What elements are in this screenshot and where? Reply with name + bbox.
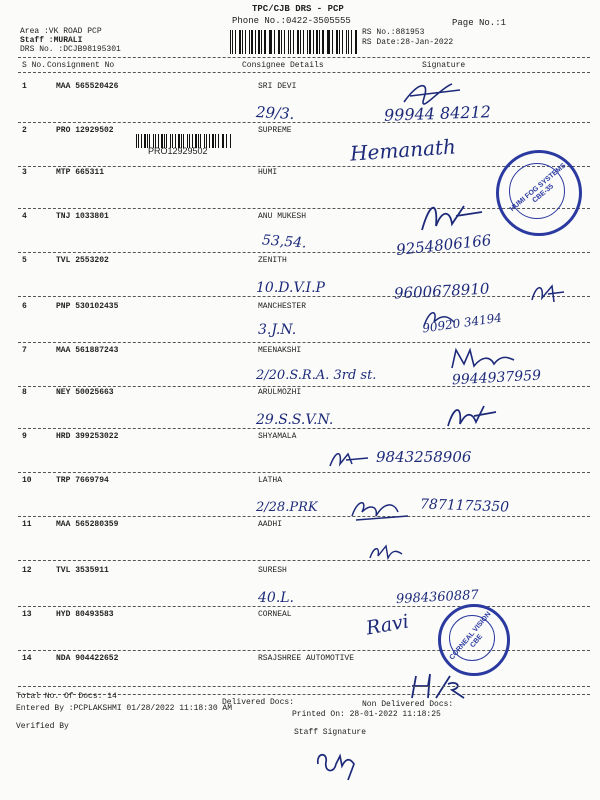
- row-divider: [18, 516, 590, 517]
- consignment-number: MAA 565280359: [56, 520, 119, 529]
- consignment-number: PRO 12929502: [56, 126, 114, 135]
- barcode-bar: [269, 30, 270, 54]
- row-1-address: 29/3.: [255, 103, 295, 123]
- consignee-name: LATHA: [258, 476, 283, 485]
- barcode-bar: [264, 30, 265, 54]
- barcode-bar: [309, 30, 310, 54]
- row-1-phone: 99944 84212: [383, 102, 492, 125]
- rs-number: RS No.:881953: [362, 28, 425, 37]
- barcode-bar: [300, 30, 301, 54]
- consignment-number: TRP 7669794: [56, 476, 109, 485]
- row-divider: [18, 472, 590, 473]
- non-delivered-docs: Non Delivered Docs:: [362, 700, 454, 709]
- barcode-bar: [336, 30, 338, 54]
- barcode-bar: [136, 134, 137, 148]
- barcode-bar: [242, 30, 243, 54]
- row-2-signature: Hemanath: [349, 134, 457, 166]
- barcode-bar: [138, 134, 139, 148]
- row-number: 4: [22, 212, 27, 221]
- staff-signature-scribble: [312, 744, 362, 784]
- consignee-name: SUPREME: [258, 126, 292, 135]
- barcode-bar: [332, 30, 333, 54]
- barcode-bar: [290, 30, 291, 54]
- area-label: Area :VK ROAD PCP: [20, 27, 102, 36]
- consignee-name: AADHI: [258, 520, 283, 529]
- row-12-phone: 9984360887: [395, 587, 480, 608]
- consignment-number: TNJ 1033801: [56, 212, 109, 221]
- row-13-signature: Ravi: [364, 610, 411, 640]
- barcode-bar: [232, 30, 233, 54]
- row-5-phone: 9600678910: [393, 279, 490, 303]
- consignee-name: SURESH: [258, 566, 287, 575]
- barcode-bar: [270, 30, 271, 54]
- barcode-bar: [316, 30, 318, 54]
- consignment-number: TVL 3535911: [56, 566, 109, 575]
- row-number: 1: [22, 82, 27, 91]
- humi-fog-stamp: [496, 150, 582, 236]
- row-7-signature-scribble: [448, 346, 518, 372]
- header-barcode: [230, 30, 358, 54]
- row-number: 2: [22, 126, 27, 135]
- row-4-address: 53,54.: [261, 232, 308, 252]
- barcode-bar: [319, 30, 320, 54]
- consignee-name: SHYAMALA: [258, 432, 297, 441]
- barcode-bar: [230, 134, 232, 148]
- consignee-name: CORNEAL: [258, 610, 292, 619]
- barcode-bar: [255, 30, 256, 54]
- barcode-bar: [281, 30, 282, 54]
- row-divider: [18, 560, 590, 561]
- consignment-number: MAA 565520426: [56, 82, 119, 91]
- column-consignee: Consignee Details: [242, 61, 324, 70]
- row-number: 9: [22, 432, 27, 441]
- barcode-bar: [144, 134, 146, 148]
- row-1-signature-scribble: [400, 78, 470, 108]
- barcode-bar: [209, 134, 210, 148]
- consignee-name: ANU MUKESH: [258, 212, 307, 221]
- row-8-address: 29.S.S.V.N.: [256, 412, 334, 428]
- row-number: 5: [22, 256, 27, 265]
- barcode-bar: [141, 134, 142, 148]
- barcode-bar: [230, 30, 231, 54]
- barcode-bar: [226, 134, 227, 148]
- drs-number: DRS No. :DCJB98195301: [20, 45, 121, 54]
- barcode-bar: [328, 30, 329, 54]
- rs-date: RS Date:28-Jan-2022: [362, 38, 454, 47]
- barcode-bar: [327, 30, 328, 54]
- barcode-bar: [212, 134, 214, 148]
- row-10-phone: 7871175350: [419, 496, 510, 516]
- barcode-bar: [303, 30, 304, 54]
- barcode-bar: [218, 134, 219, 148]
- row-number: 7: [22, 346, 27, 355]
- consignment-number: NEY 50025663: [56, 388, 114, 397]
- consignee-name: ZENITH: [258, 256, 287, 265]
- barcode-bar: [313, 30, 314, 54]
- footer-divider: [18, 686, 590, 687]
- row-number: 3: [22, 168, 27, 177]
- consignee-name: HUMI: [258, 168, 278, 177]
- row-8-signature-scribble: [444, 400, 500, 430]
- barcode-bar: [339, 30, 340, 54]
- header-divider-top: [18, 57, 590, 58]
- barcode-bar: [284, 30, 285, 54]
- entered-by: Entered By :PCPLAKSHMI 01/28/2022 11:18:30 AM: [16, 704, 233, 713]
- row-5-signature-scribble: [528, 280, 568, 306]
- staff-signature-label: Staff Signature: [294, 728, 367, 737]
- consignee-name: SRI DEVI: [258, 82, 297, 91]
- page-number: Page No.:1: [452, 18, 507, 28]
- barcode-caption: PRO12929502: [148, 146, 208, 156]
- consignee-name: ARULMOZHI: [258, 388, 302, 397]
- row-divider: [18, 122, 590, 123]
- barcode-bar: [346, 30, 347, 54]
- consignment-number: MAA 561887243: [56, 346, 119, 355]
- column-consignment: Consignment No: [47, 61, 115, 70]
- barcode-bar: [348, 30, 349, 54]
- row-10-signature-scribble: [346, 494, 412, 524]
- barcode-bar: [222, 134, 223, 148]
- row-divider: [18, 296, 590, 297]
- row-number: 10: [22, 476, 32, 485]
- consignment-number: TVL 2553202: [56, 256, 109, 265]
- row-number: 11: [22, 520, 32, 529]
- row-divider: [18, 252, 590, 253]
- row-number: 6: [22, 302, 27, 311]
- consignment-number: NDA 904422652: [56, 654, 119, 663]
- row-10-address: 2/28.PRK: [256, 500, 318, 515]
- row-7-phone: 9944937959: [451, 367, 542, 389]
- column-signature: Signature: [422, 61, 466, 70]
- barcode-bar: [297, 30, 299, 54]
- consignment-number: MTP 665311: [56, 168, 105, 177]
- barcode-bar: [293, 30, 294, 54]
- consignee-name: MANCHESTER: [258, 302, 307, 311]
- printed-on: Printed On: 28-01-2022 11:18:25: [292, 710, 441, 719]
- row-6-phone: 90920 34194: [421, 310, 503, 336]
- row-7-address: 2/20.S.R.A. 3rd st.: [256, 368, 377, 383]
- row-4-signature-scribble: [416, 196, 486, 236]
- barcode-bar: [355, 30, 357, 54]
- row-9-signature-scribble: [326, 446, 372, 470]
- barcode-bar: [261, 30, 262, 54]
- barcode-bar: [215, 134, 216, 148]
- row-number: 14: [22, 654, 32, 663]
- row-9-phone: 9843258906: [376, 448, 472, 466]
- row-6-address: 3.J.N.: [258, 322, 297, 338]
- row-12-address: 40.L.: [258, 590, 295, 606]
- barcode-bar: [278, 30, 280, 54]
- row-number: 13: [22, 610, 32, 619]
- barcode-bar: [307, 30, 308, 54]
- consignment-number: PNP 530102435: [56, 302, 119, 311]
- row-divider: [18, 342, 590, 343]
- barcode-bar: [245, 30, 246, 54]
- barcode-bar: [249, 30, 250, 54]
- barcode-bar: [288, 30, 289, 54]
- row-number: 12: [22, 566, 32, 575]
- row-11-signature-scribble: [366, 540, 406, 564]
- row-divider: [18, 428, 590, 429]
- row-divider: [18, 606, 590, 607]
- humi-fog-stamp-text: HUMI FOG SYSTEMS CBE-35: [508, 162, 568, 213]
- row-5-address: 10.D.V.I.P: [256, 280, 325, 296]
- barcode-bar: [251, 30, 252, 54]
- delivered-docs: Delivered Docs:: [222, 698, 295, 707]
- barcode-bar: [258, 30, 260, 54]
- column-sno: S No.: [22, 61, 47, 70]
- row-4-phone: 9254806166: [395, 231, 493, 259]
- barcode-bar: [239, 30, 241, 54]
- row-6-signature-scribble: [420, 306, 460, 332]
- barcode-bar: [322, 30, 323, 54]
- consignee-name: RSAJSHREE AUTOMOTIVE: [258, 654, 355, 663]
- barcode-bar: [274, 30, 275, 54]
- corneal-vision-stamp-text: CORNEAL VISION CBE: [448, 610, 493, 662]
- row-divider: [18, 386, 590, 387]
- phone-number: Phone No.:0422-3505555: [232, 16, 351, 26]
- document-title: TPC/CJB DRS - PCP: [252, 4, 344, 14]
- consignment-number: HRD 399253022: [56, 432, 119, 441]
- consignment-number: HYD 80493583: [56, 610, 114, 619]
- header-divider-bottom: [18, 72, 590, 73]
- corneal-vision-stamp: [438, 604, 510, 676]
- barcode-bar: [235, 30, 236, 54]
- consignee-name: MEENAKSHI: [258, 346, 302, 355]
- verified-by: Verified By: [16, 722, 69, 731]
- staff-label: Staff :MURALI: [20, 36, 83, 45]
- total-docs: Total No. Of Docs: 14: [16, 692, 117, 701]
- barcode-bar: [342, 30, 343, 54]
- barcode-bar: [351, 30, 352, 54]
- row-number: 8: [22, 388, 27, 397]
- barcode-bar: [223, 134, 224, 148]
